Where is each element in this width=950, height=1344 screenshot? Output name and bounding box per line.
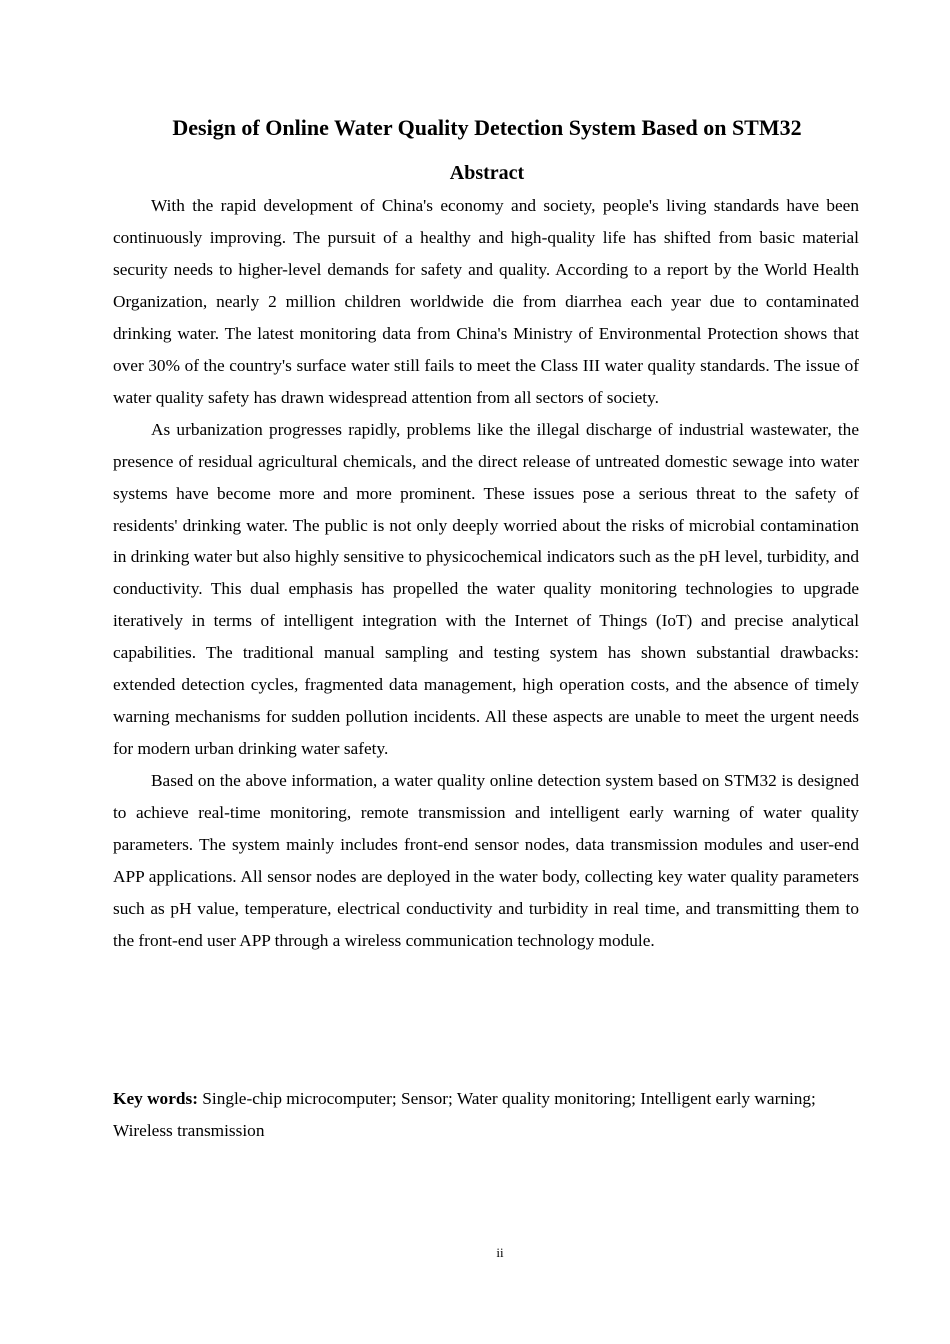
abstract-heading: Abstract [449,162,525,184]
page-number: ii [496,1245,504,1260]
abstract-body [113,190,859,957]
abstract-paragraph-3: Based on the above information, a water quality online detection system based on STM32 is designed to achieve real-time monitoring, remote transmission and intelligent early warning of water quality parameters. The system mainly includes front-end sensor nodes, data transmission modules and user-end APP applications. All sensor nodes are deployed in the water body, collecting key water quality parameters such as pH value, temperature, electrical conductivity and turbidity in real time, and transmitting them to the front-end user APP through a wireless communication technology module. [113,771,859,950]
keywords [113,1083,859,1147]
abstract-paragraph-2: As urbanization progresses rapidly, problems like the illegal discharge of industrial wastewater, the presence of residual agricultural chemicals, and the direct release of untreated domestic sewage into water systems have become more and more prominent. These issues pose a serious threat to the safety of residents' drinking water. The public is not only deeply worried about the risks of microbial contamination in drinking water but also highly sensitive to physicochemical indicators such as the pH level, turbidity, and conductivity. This dual emphasis has propelled the water quality monitoring technologies to upgrade iteratively in terms of intelligent integration with the Internet of Things (IoT) and precise analytical capabilities. The traditional manual sampling and testing system has shown substantial drawbacks: extended detection cycles, fragmented data management, high operation costs, and the absence of timely warning mechanisms for sudden pollution incidents. All these aspects are unable to meet the urgent needs for modern urban drinking water safety. [113,419,859,759]
abstract-paragraph-1: With the rapid development of China's economy and society, people's living standards have been continuously improving. The pursuit of a healthy and high-quality life has shifted from basic material security needs to higher-level demands for safety and quality. According to a report by the World Health Organization, nearly 2 million children worldwide die from diarrhea each year due to contaminated drinking water. The latest monitoring data from China's Ministry of Environmental Protection shows that over 30% of the country's surface water still fails to meet the Class III water quality standards. The issue of water quality safety has drawn widespread attention from all sectors of society. [113,196,859,407]
paper-title: Design of Online Water Quality Detection System Based on STM32 [172,115,802,140]
keywords-label: Key words: [113,1089,198,1108]
keywords-text: Single-chip microcomputer; Sensor; Water quality monitoring; Intelligent early warning; Wireless transmission [113,1089,816,1140]
